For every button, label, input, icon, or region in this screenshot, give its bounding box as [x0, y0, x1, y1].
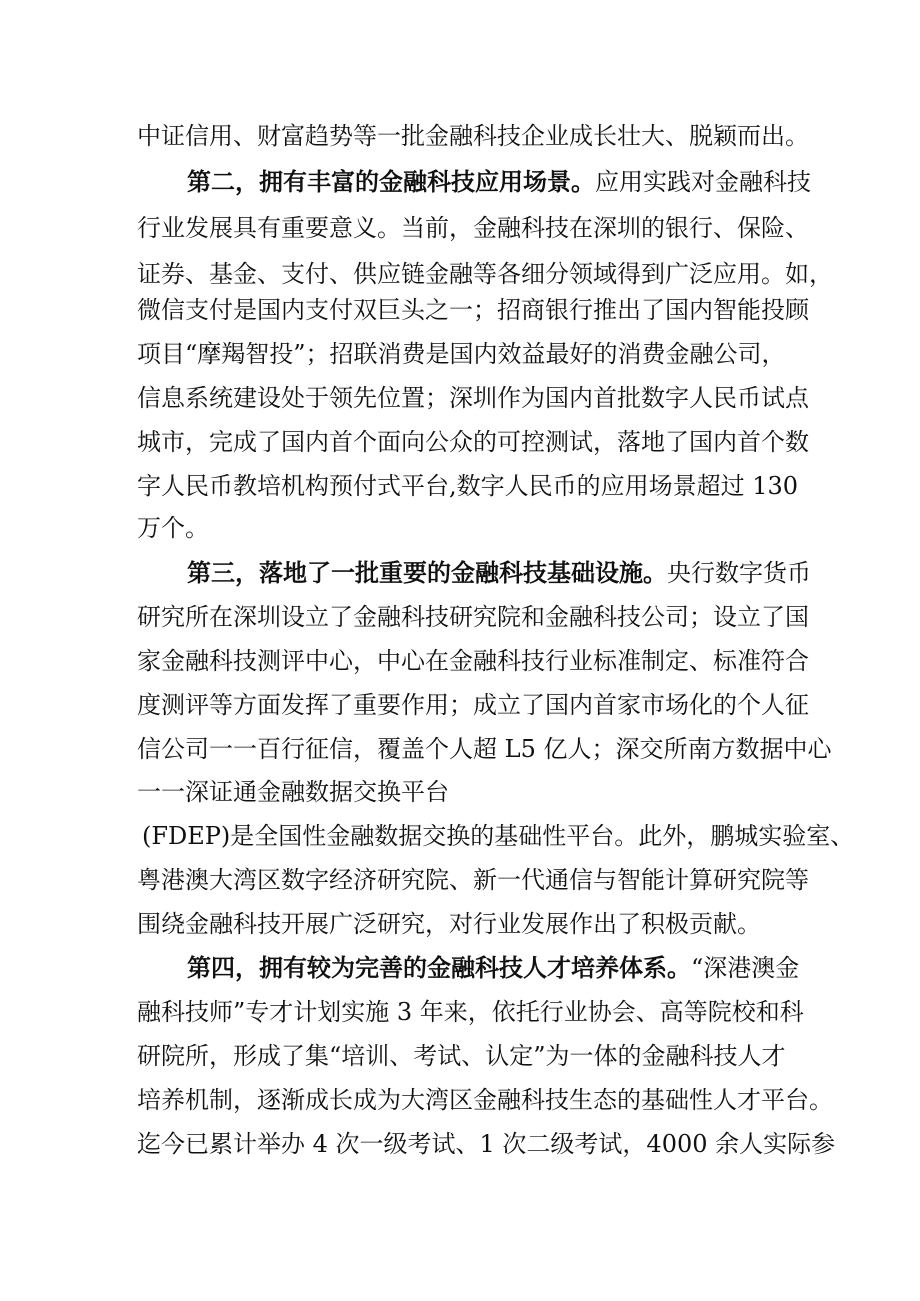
text-line: 城市，完成了国内首个面向公众的可控测试，落地了国内首个数: [137, 428, 809, 456]
text-line: 家金融科技测评中心，中心在金融科技行业标准制定、标准符合: [137, 647, 809, 675]
text-line: 信息系统建设处于领先位置；深圳作为国内首批数字人民币试点: [137, 384, 809, 412]
text-line: 培养机制，逐渐成长成为大湾区金融科技生态的基础性人才平台。: [137, 1086, 833, 1114]
section-four-heading-line: [187, 953, 800, 982]
text-span: 央行数字货币: [667, 559, 811, 587]
text-line: 度测评等方面发挥了重要作用；成立了国内首家市场化的个人征: [137, 691, 809, 719]
text-line: 围绕金融科技开展广泛研究，对行业发展作出了积极贡献。: [137, 910, 761, 938]
text-line: 研究所在深圳设立了金融科技研究院和金融科技公司；设立了国: [137, 603, 809, 631]
text-span: “深港澳金: [691, 954, 800, 982]
text-line: 字人民币教培机构预付式平台,数字人民币的应用场景超过 130: [137, 472, 799, 500]
section-heading: 第三，落地了一批重要的金融科技基础设施。: [187, 558, 667, 587]
text-line: 一一深证通金融数据交换平台: [137, 778, 449, 806]
text-line: 万个。: [137, 514, 209, 542]
text-line: 项目“摩羯智投”；招联消费是国内效益最好的消费金融公司，: [137, 340, 786, 368]
text-line: 行业发展具有重要意义。当前，金融科技在深圳的银行、保险、: [137, 214, 809, 242]
text-line: 中证信用、财富趋势等一批金融科技企业成长壮大、脱颖而出。: [137, 122, 809, 150]
text-line: 融科技师”专才计划实施 3 年来，依托行业协会、高等院校和科: [137, 998, 804, 1026]
text-line: 粤港澳大湾区数字经济研究院、新一代通信与智能计算研究院等: [137, 866, 809, 894]
text-line: 微信支付是国内支付双巨头之一；招商银行推出了国内智能投顾: [137, 296, 809, 324]
section-heading: 第四，拥有较为完善的金融科技人才培养体系。: [187, 953, 691, 982]
text-line: 研院所，形成了集“培训、考试、认定”为一体的金融科技人才: [137, 1042, 786, 1070]
text-line: (FDEP)是全国性金融数据交换的基础性平台。此外，鹏城实验室、: [142, 822, 855, 850]
section-two-heading-line: [187, 167, 811, 196]
text-line: 证券、基金、支付、供应链金融等各细分领域得到广泛应用。如，: [137, 260, 833, 288]
text-line: 信公司一一百行征信，覆盖个人超 L5 亿人；深交所南方数据中心: [137, 735, 832, 763]
section-three-heading-line: [187, 558, 811, 587]
text-span: 应用实践对金融科技: [595, 168, 811, 196]
section-heading: 第二，拥有丰富的金融科技应用场景。: [187, 167, 595, 196]
text-line: 迄今已累计举办 4 次一级考试、1 次二级考试，4000 余人实际参: [137, 1130, 836, 1158]
